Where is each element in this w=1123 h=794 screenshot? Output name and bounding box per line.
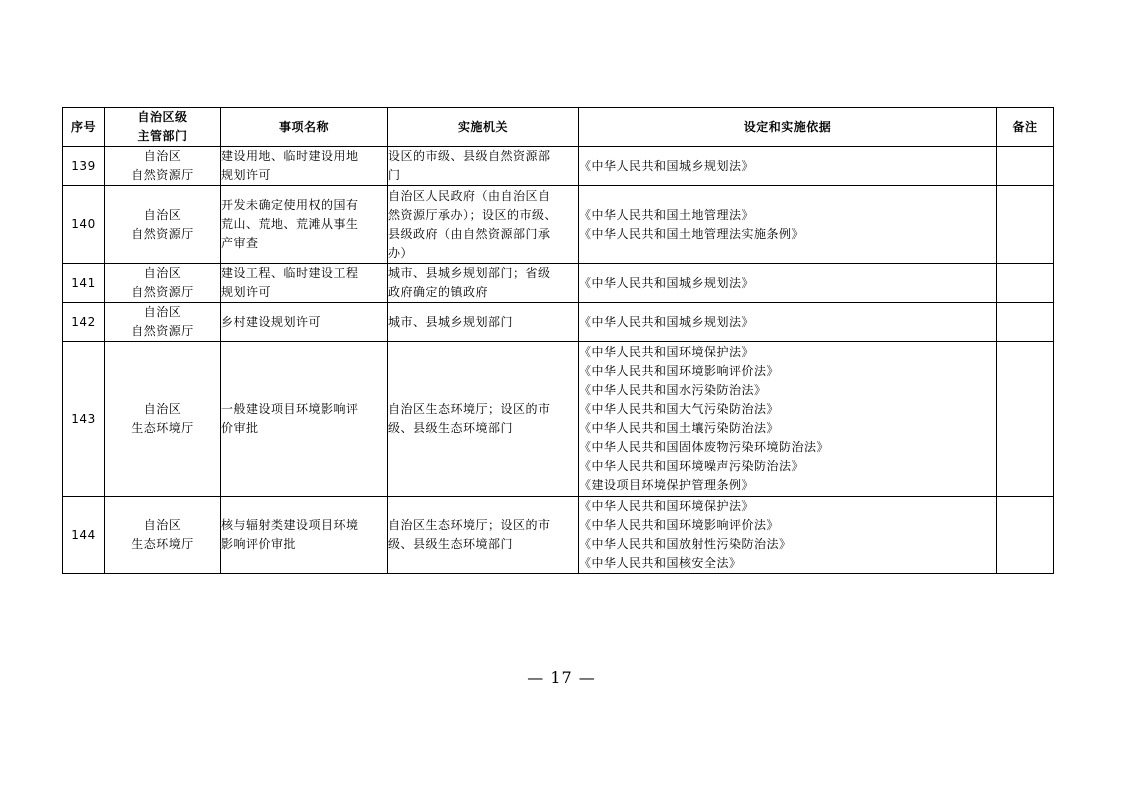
table-body: [63, 147, 1054, 574]
header-agency: 实施机关: [388, 108, 579, 147]
header-basis: 设定和实施依据: [579, 108, 997, 147]
cell-basis: [579, 303, 997, 342]
cell-dept: [105, 147, 221, 186]
cell-remark: [997, 342, 1054, 497]
cell-basis: [579, 186, 997, 264]
cell-remark: [997, 497, 1054, 574]
dept-line: 自治区: [143, 305, 182, 319]
basis-line: 《中华人民共和国城乡规划法》: [579, 275, 755, 290]
cell-remark: [997, 186, 1054, 264]
cell-basis: [579, 264, 997, 303]
dept-line: 自治区: [143, 149, 182, 163]
agency-line: 城市、县城乡规划部门；省级: [388, 266, 551, 280]
dept-line: 自然资源厅: [131, 226, 194, 241]
dept-line: 自治区: [143, 402, 182, 416]
item-line: 开发未确定使用权的国有: [221, 198, 359, 212]
header-dept: [105, 108, 221, 147]
cell-agency: [388, 303, 579, 342]
table-row: [63, 303, 1054, 342]
cell-item: [221, 186, 388, 264]
header-dept-line2: 主管部门: [137, 129, 188, 143]
dept-line: 自治区: [143, 207, 182, 222]
agency-line: 办）: [388, 245, 414, 260]
agency-line: 自治区生态环境厅；设区的市: [388, 402, 551, 416]
basis-line: 《中华人民共和国固体废物污染环境防治法》: [579, 440, 830, 454]
cell-seq: 142: [63, 303, 105, 342]
item-line: 核与辐射类建设项目环境: [221, 518, 359, 532]
cell-agency: [388, 342, 579, 497]
dept-line: 自治区: [143, 518, 182, 532]
basis-line: 《中华人民共和国大气污染防治法》: [579, 402, 780, 416]
table-row: [63, 264, 1054, 303]
item-line: 建设工程、临时建设工程: [221, 266, 359, 280]
item-line: 一般建设项目环境影响评: [221, 402, 359, 416]
cell-agency: [388, 497, 579, 574]
cell-item: [221, 303, 388, 342]
agency-line: 设区的市级、县级自然资源部: [388, 149, 551, 163]
item-line: 荒山、荒地、荒滩从事生: [221, 217, 359, 231]
cell-item: [221, 497, 388, 574]
item-line: 建设用地、临时建设用地: [221, 149, 359, 163]
cell-basis: [579, 497, 997, 574]
dept-line: 生态环境厅: [131, 421, 194, 435]
header-remark: 备注: [997, 108, 1054, 147]
basis-line: 《中华人民共和国环境保护法》: [579, 499, 755, 513]
table-row: [63, 342, 1054, 497]
basis-line: 《中华人民共和国核安全法》: [579, 556, 742, 570]
basis-line: 《中华人民共和国环境影响评价法》: [579, 364, 780, 378]
header-dept-line1: 自治区级: [137, 110, 188, 124]
approval-items-table: [62, 107, 1054, 574]
item-line: 价审批: [221, 421, 259, 435]
cell-remark: [997, 303, 1054, 342]
item-line: 乡村建设规划许可: [221, 314, 322, 329]
cell-agency: [388, 147, 579, 186]
table-row: [63, 497, 1054, 574]
table-row: [63, 147, 1054, 186]
table-header-row: [63, 108, 1054, 147]
basis-line: 《中华人民共和国土地管理法》: [579, 207, 755, 222]
basis-line: 《建设项目环境保护管理条例》: [579, 478, 755, 492]
basis-line: 《中华人民共和国土壤污染防治法》: [579, 421, 780, 435]
cell-seq: 139: [63, 147, 105, 186]
item-line: 规划许可: [221, 168, 272, 182]
dept-line: 生态环境厅: [131, 537, 194, 551]
basis-line: 《中华人民共和国环境影响评价法》: [579, 518, 780, 532]
agency-line: 城市、县城乡规划部门: [388, 314, 514, 329]
dept-line: 自然资源厅: [131, 168, 194, 182]
cell-seq: 141: [63, 264, 105, 303]
header-seq: 序号: [63, 108, 105, 147]
cell-dept: [105, 303, 221, 342]
dept-line: 自然资源厅: [131, 324, 194, 338]
cell-seq: 140: [63, 186, 105, 264]
cell-item: [221, 342, 388, 497]
cell-dept: [105, 497, 221, 574]
cell-seq: 143: [63, 342, 105, 497]
item-line: 规划许可: [221, 285, 272, 299]
agency-line: 门: [388, 168, 401, 182]
cell-dept: [105, 186, 221, 264]
cell-remark: [997, 264, 1054, 303]
cell-dept: [105, 342, 221, 497]
agency-line: 级、县级生态环境部门: [388, 537, 514, 551]
basis-line: 《中华人民共和国环境保护法》: [579, 345, 755, 359]
basis-line: 《中华人民共和国放射性污染防治法》: [579, 537, 792, 551]
agency-line: 自治区人民政府（由自治区自: [388, 188, 551, 203]
agency-line: 然资源厅承办）；设区的市级、: [388, 207, 558, 222]
agency-line: 级、县级生态环境部门: [388, 421, 514, 435]
cell-item: [221, 264, 388, 303]
dept-line: 自治区: [143, 266, 182, 280]
agency-line: 政府确定的镇政府: [388, 285, 489, 299]
basis-line: 《中华人民共和国城乡规划法》: [579, 158, 755, 173]
cell-basis: [579, 342, 997, 497]
dept-line: 自然资源厅: [131, 285, 194, 299]
cell-basis: [579, 147, 997, 186]
item-line: 影响评价审批: [221, 537, 297, 551]
cell-agency: [388, 186, 579, 264]
page-number: — 17 —: [527, 668, 596, 687]
cell-remark: [997, 147, 1054, 186]
agency-line: 自治区生态环境厅；设区的市: [388, 518, 551, 532]
cell-seq: 144: [63, 497, 105, 574]
header-item: 事项名称: [221, 108, 388, 147]
table-row: [63, 186, 1054, 264]
item-line: 产审查: [221, 236, 259, 250]
basis-line: 《中华人民共和国土地管理法实施条例》: [579, 226, 805, 241]
basis-line: 《中华人民共和国城乡规划法》: [579, 314, 755, 329]
basis-line: 《中华人民共和国环境噪声污染防治法》: [579, 459, 805, 473]
cell-dept: [105, 264, 221, 303]
agency-line: 县级政府（由自然资源部门承: [388, 226, 551, 241]
cell-agency: [388, 264, 579, 303]
cell-item: [221, 147, 388, 186]
basis-line: 《中华人民共和国水污染防治法》: [579, 383, 767, 397]
